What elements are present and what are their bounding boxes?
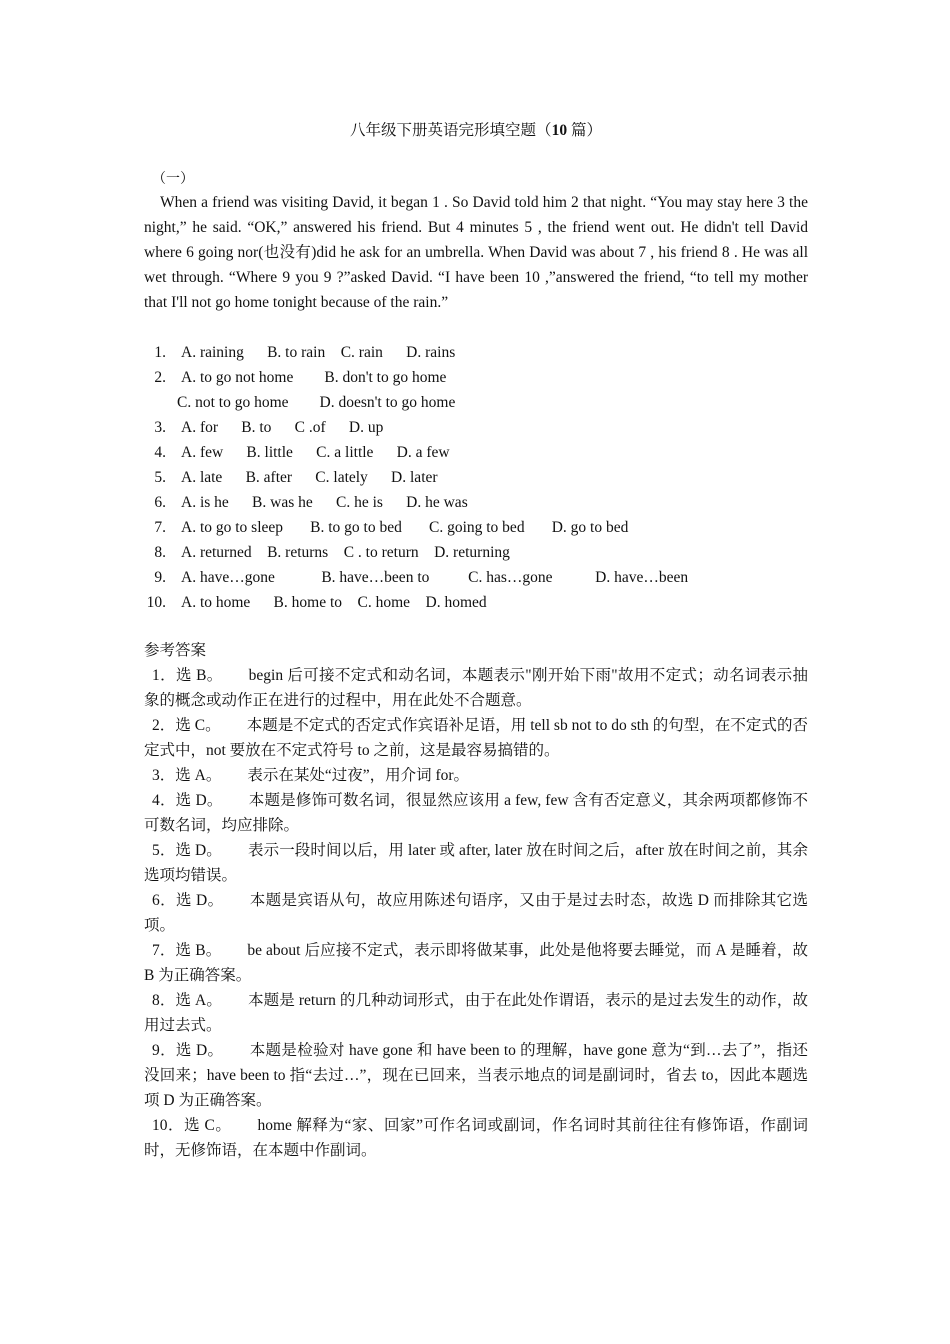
option-row xyxy=(144,440,808,465)
answer-label: 5．选 D。 xyxy=(152,842,222,859)
answer-label: 6．选 D。 xyxy=(152,892,224,909)
answer-explanation: 本题是修饰可数名词，很显然应该用 a few, few 含有否定意义，其余两项都修饰不可数名词，均应排除。 xyxy=(144,792,808,834)
answer-label: 1．选 B。 xyxy=(152,667,223,684)
answer-explanation: home 解释为“家、回家”可作名词或副词，作名词时其前往往有修饰语，作副词时，无修饰语，在本题中作副词。 xyxy=(144,1117,808,1159)
option-choices: A. late B. after C. lately D. later xyxy=(181,469,438,486)
answer-explanation: 表示在某处“过夜”，用介词 for。 xyxy=(247,767,470,784)
answer-explanation: 本题是检验对 have gone 和 have been to 的理解，have gone 意为“到…去了”，指还没回来；have been to 指“去过…”，现在已回来，当表示地点的词是副词时，省去 to，因此本题选项 D 为正确答案。 xyxy=(144,1042,808,1109)
answer-item xyxy=(144,988,808,1038)
option-number: 10. xyxy=(146,594,166,611)
answer-explanation: 本题是 return 的几种动词形式，由于在此处作谓语，表示的是过去发生的动作，故用过去式。 xyxy=(144,992,808,1034)
answer-item xyxy=(144,1113,808,1163)
options-list xyxy=(144,340,808,615)
option-number: 8. xyxy=(154,544,166,561)
cloze-passage: When a friend was visiting David, it began 1 . So David told him 2 that night. “You may stay here 3 the night,” he said. “OK,” answered his friend. But 4 minutes 5 , the friend went out. He didn't tell David where 6 going nor(也没有)did he ask for an umbrella. When David was about 7 , his friend 8 . He was all wet through. “Where 9 you 9 ?”asked David. “I have been 10 ,”answered the friend, “to tell my mother that I'll not go home tonight because of the rain.” xyxy=(144,194,808,311)
option-choices: A. few B. little C. a little D. a few xyxy=(181,444,450,461)
option-choices: A. to go to sleep B. to go to bed C. going to bed D. go to bed xyxy=(181,519,629,536)
option-number: 6. xyxy=(154,494,166,511)
option-choices: A. returned B. returns C . to return D. returning xyxy=(181,544,510,561)
option-number: 1. xyxy=(154,344,166,361)
answer-label: 3．选 A。 xyxy=(152,767,222,784)
option-row xyxy=(144,340,808,365)
option-row xyxy=(144,540,808,565)
option-row xyxy=(144,365,808,390)
option-number: 5. xyxy=(154,469,166,486)
answer-label: 10．选 C。 xyxy=(152,1117,232,1134)
option-choices: A. to go not home B. don't to go home xyxy=(181,369,447,386)
option-choices: A. raining B. to rain C. rain D. rains xyxy=(181,344,456,361)
option-row xyxy=(144,465,808,490)
answer-item xyxy=(144,763,808,788)
option-row xyxy=(144,490,808,515)
section-label: （一） xyxy=(152,172,194,187)
answer-item xyxy=(144,1038,808,1113)
answer-key xyxy=(144,638,808,1163)
page-title xyxy=(144,118,808,140)
answer-label: 8．选 A。 xyxy=(152,992,222,1009)
answer-label: 9．选 D。 xyxy=(152,1042,224,1059)
answer-item xyxy=(144,938,808,988)
answer-item xyxy=(144,838,808,888)
option-row-continued xyxy=(144,390,808,415)
answer-label: 4．选 D。 xyxy=(152,792,223,809)
option-number: 7. xyxy=(154,519,166,536)
option-number: 3. xyxy=(154,419,166,436)
title-count: 10 xyxy=(551,122,568,139)
title-end: 篇） xyxy=(567,122,602,139)
answer-item xyxy=(144,663,808,713)
answer-explanation: 本题是不定式的否定式作宾语补足语，用 tell sb not to do sth 的句型，在不定式的否定式中，not 要放在不定式符号 to 之前，这是最容易搞错的。 xyxy=(144,717,808,759)
option-choices: A. for B. to C .of D. up xyxy=(181,419,384,436)
option-choices: A. have…gone B. have…been to C. has…gone D. have…been xyxy=(181,569,689,586)
answer-explanation: 表示一段时间以后，用 later 或 after, later 放在时间之后，after 放在时间之前，其余选项均错误。 xyxy=(144,842,808,884)
answer-explanation: 本题是宾语从句，故应用陈述句语序，又由于是过去时态，故选 D 而排除其它选项。 xyxy=(144,892,808,934)
answer-item xyxy=(144,788,808,838)
option-row xyxy=(144,515,808,540)
answer-explanation: begin 后可接不定式和动名词，本题表示"刚开始下雨"故用不定式；动名词表示抽象的概念或动作正在进行的过程中，用在此处不合题意。 xyxy=(144,667,809,709)
option-row xyxy=(144,590,808,615)
option-number: 9. xyxy=(154,569,166,586)
option-row xyxy=(144,415,808,440)
answer-explanation: be about 后应接不定式，表示即将做某事，此处是他将要去睡觉，而 A 是睡着，故 B 为正确答案。 xyxy=(144,942,808,984)
option-number: 2. xyxy=(154,369,166,386)
answer-label: 7．选 B。 xyxy=(152,942,222,959)
answer-label: 2．选 C。 xyxy=(152,717,221,734)
option-row xyxy=(144,565,808,590)
option-choices: C. not to go home D. doesn't to go home xyxy=(177,394,456,411)
option-choices: A. to home B. home to C. home D. homed xyxy=(181,594,487,611)
title-text: 八年级下册英语完形填空题（ xyxy=(350,122,552,139)
answer-item xyxy=(144,888,808,938)
answer-key-heading: 参考答案 xyxy=(144,642,207,659)
option-number: 4. xyxy=(154,444,166,461)
answer-item xyxy=(144,713,808,763)
option-choices: A. is he B. was he C. he is D. he was xyxy=(181,494,468,511)
